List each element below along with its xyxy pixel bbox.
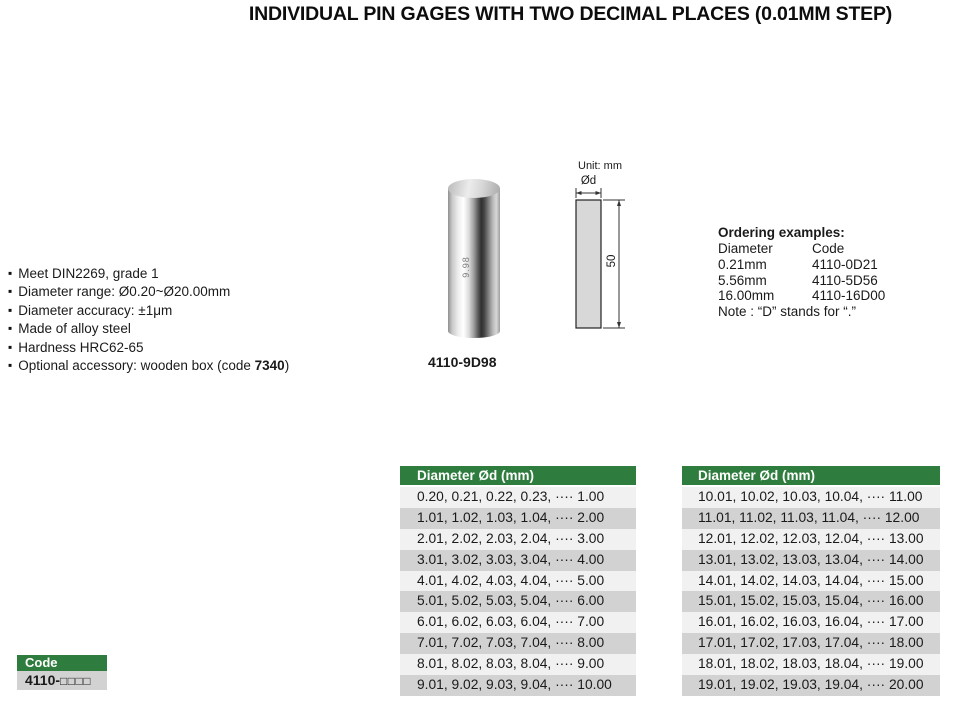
product-photo <box>448 179 500 339</box>
length-dim-label: 50 <box>606 254 618 268</box>
table-row: 0.20, 0.21, 0.22, 0.23, ···· 1.00 <box>400 487 636 508</box>
table-row: 3.01, 3.02, 3.03, 3.04, ···· 4.00 <box>400 550 636 571</box>
pin-engraving-text: 9.98 <box>460 256 471 278</box>
table-row: 11.01, 11.02, 11.03, 11.04, ···· 12.00 <box>682 508 940 529</box>
product-model-label: 4110-9D98 <box>428 354 497 370</box>
feature-text: Made of alloy steel <box>18 321 131 337</box>
bullet-icon: ▪ <box>8 266 13 280</box>
table-row: 16.01, 16.02, 16.03, 16.04, ···· 17.00 <box>682 612 940 633</box>
ordering-row: 0.21mm 4110-0D21 <box>718 256 878 272</box>
unit-label: Unit: mm <box>578 160 622 172</box>
feature-item <box>8 357 289 375</box>
table-header: Diameter Ød (mm) <box>682 466 940 485</box>
table-row: 9.01, 9.02, 9.03, 9.04, ···· 10.00 <box>400 675 636 696</box>
ordering-col-diameter: Diameter <box>718 241 773 256</box>
code-value: 4110-□□□□ <box>17 671 107 690</box>
table-row: 7.01, 7.02, 7.03, 7.04, ···· 8.00 <box>400 633 636 654</box>
code-header: Code <box>17 655 107 671</box>
ordering-column-headers <box>718 241 885 257</box>
dimension-drawing-svg <box>570 188 630 334</box>
table-row: 12.01, 12.02, 12.03, 12.04, ···· 13.00 <box>682 529 940 550</box>
ordering-row: 5.56mm 4110-5D56 <box>718 272 878 288</box>
table-header: Diameter Ød (mm) <box>400 466 636 485</box>
feature-item <box>8 265 289 283</box>
feature-item <box>8 320 289 338</box>
table-row: 14.01, 14.02, 14.03, 14.04, ···· 15.00 <box>682 571 940 592</box>
feature-text: Hardness HRC62-65 <box>18 339 144 355</box>
table-row: 2.01, 2.02, 2.03, 2.04, ···· 3.00 <box>400 529 636 550</box>
table-row: 5.01, 5.02, 5.03, 5.04, ···· 6.00 <box>400 591 636 612</box>
feature-list <box>8 265 289 375</box>
table-row: 15.01, 15.02, 15.03, 15.04, ···· 16.00 <box>682 591 940 612</box>
ordering-heading: Ordering examples: <box>718 225 845 240</box>
table-row: 8.01, 8.02, 8.03, 8.04, ···· 9.00 <box>400 654 636 675</box>
ordering-note: Note : “D” stands for “.” <box>718 304 857 320</box>
feature-bold-code: 7340 <box>254 358 285 374</box>
pin-top-face <box>448 179 500 198</box>
feature-text: Diameter range: Ø0.20~Ø20.00mm <box>18 284 231 300</box>
page-title: INDIVIDUAL PIN GAGES WITH TWO DECIMAL PLACES (0.01MM STEP) <box>248 3 893 25</box>
bullet-icon: ▪ <box>8 302 13 317</box>
feature-item <box>8 339 289 357</box>
feature-text: Meet DIN2269, grade 1 <box>18 266 159 281</box>
table-row: 13.01, 13.02, 13.03, 13.04, ···· 14.00 <box>682 550 940 571</box>
ordering-row: 16.00mm 4110-16D00 <box>718 288 886 304</box>
ordering-col-code: Code <box>812 241 845 256</box>
bullet-icon: ▪ <box>8 284 13 299</box>
diameter-table-1 <box>400 466 636 696</box>
ordering-examples <box>718 225 885 320</box>
bullet-icon: ▪ <box>8 339 13 354</box>
feature-item <box>8 302 289 320</box>
diameter-dim-label: Ød <box>580 175 597 187</box>
code-box <box>17 655 107 690</box>
table-row: 19.01, 19.02, 19.03, 19.04, ···· 20.00 <box>682 675 940 696</box>
feature-text: Diameter accuracy: ±1μm <box>18 302 173 318</box>
bullet-icon: ▪ <box>8 321 13 336</box>
bullet-icon: ▪ <box>8 358 13 373</box>
feature-item <box>8 283 289 301</box>
table-row: 10.01, 10.02, 10.03, 10.04, ···· 11.00 <box>682 487 940 508</box>
pin-cylinder <box>448 188 500 338</box>
table-row: 1.01, 1.02, 1.03, 1.04, ···· 2.00 <box>400 508 636 529</box>
code-placeholder-boxes: □□□□ <box>60 674 92 688</box>
diameter-table-2 <box>682 466 940 696</box>
table-row: 6.01, 6.02, 6.03, 6.04, ···· 7.00 <box>400 612 636 633</box>
table-row: 18.01, 18.02, 18.03, 18.04, ···· 19.00 <box>682 654 940 675</box>
table-row: 4.01, 4.02, 4.03, 4.04, ···· 5.00 <box>400 571 636 592</box>
feature-text: Optional accessory: wooden box (code 7340) <box>18 358 290 374</box>
table-row: 17.01, 17.02, 17.03, 17.04, ···· 18.00 <box>682 633 940 654</box>
